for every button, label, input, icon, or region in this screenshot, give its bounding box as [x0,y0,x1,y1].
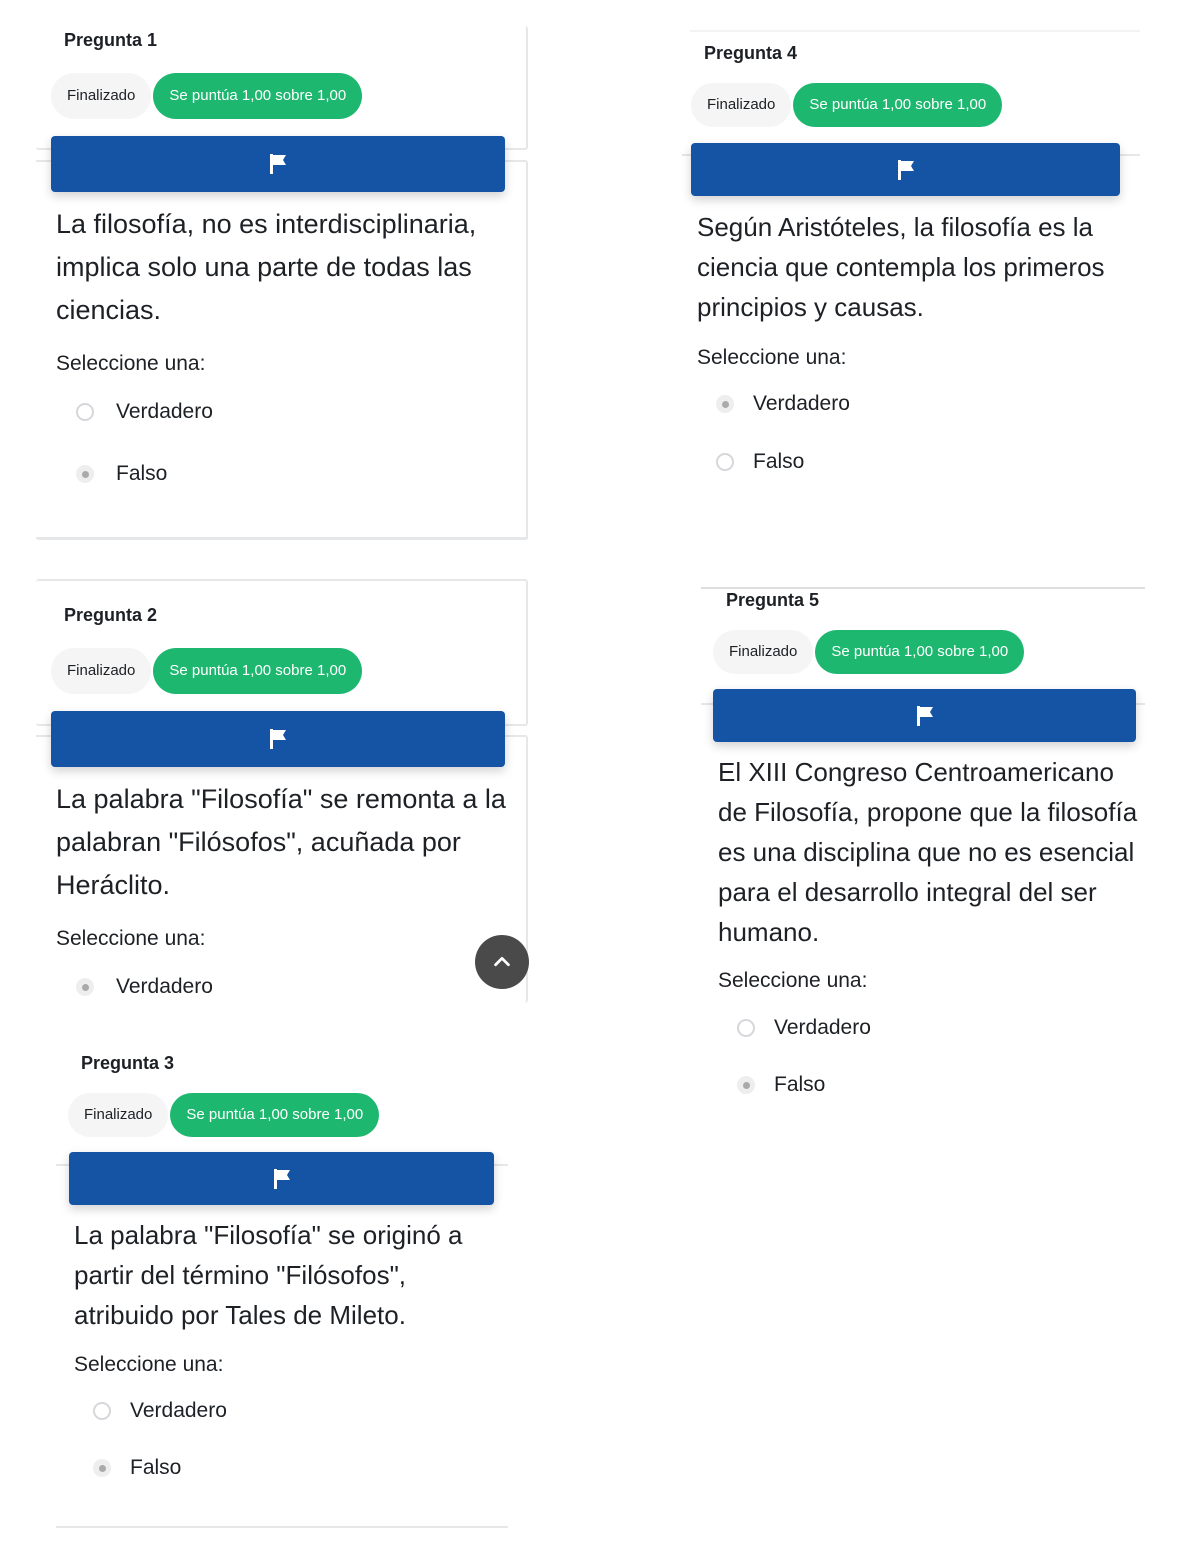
question-5-option-falso[interactable] [737,1073,825,1097]
question-2-option-verdadero[interactable] [76,975,213,999]
question-4-title: Pregunta 4 [704,43,798,63]
question-5-option-label: Verdadero [774,1016,871,1039]
question-3-bottom-divider [56,1526,508,1528]
question-1-option-label: Verdadero [116,400,213,423]
question-1-radio-verdadero[interactable] [76,403,94,421]
question-3-title: Pregunta 3 [81,1053,175,1073]
question-5-prompt: Seleccione una: [718,969,868,992]
question-1-grade-badge: Se puntúa 1,00 sobre 1,00 [153,73,362,119]
question-4-radio-verdadero[interactable] [716,395,734,413]
question-3-option-falso[interactable] [93,1456,181,1480]
question-3-option-label: Verdadero [130,1399,227,1422]
question-2-badges [51,648,362,694]
question-5-state-badge: Finalizado [713,630,813,674]
question-4-option-falso[interactable] [716,450,804,474]
question-5-badges [713,630,1024,674]
question-1-prompt: Seleccione una: [56,352,206,375]
question-4-text: Según Aristóteles, la filosofía es la ciencia que contempla los primeros principios y causas. [697,212,1105,322]
question-4-option-label: Verdadero [753,392,850,415]
question-2-prompt: Seleccione una: [56,927,206,950]
question-3-badges [68,1093,379,1137]
question-5-grade-badge: Se puntúa 1,00 sobre 1,00 [815,630,1024,674]
question-3-text: La palabra "Filosofía" se originó a partir del término "Filósofos", atribuido por Tales de Mileto. [74,1220,463,1330]
question-4-top-divider [690,30,1140,32]
question-2-title: Pregunta 2 [64,605,158,625]
question-4-option-verdadero[interactable] [716,392,850,416]
question-1-badges [51,73,362,119]
question-1-option-falso[interactable] [76,462,167,486]
question-2-option-label: Verdadero [116,975,213,998]
question-2-grade-badge: Se puntúa 1,00 sobre 1,00 [153,648,362,694]
question-5-option-label: Falso [774,1073,826,1096]
question-1-option-verdadero[interactable] [76,400,213,424]
question-3-prompt: Seleccione una: [74,1353,224,1376]
question-5-option-verdadero[interactable] [737,1016,871,1040]
flag-icon [913,704,937,728]
question-2-radio-verdadero[interactable] [76,978,94,996]
question-3-option-label: Falso [130,1456,182,1479]
question-4-badges [691,83,1002,127]
question-1-radio-falso[interactable] [76,465,94,483]
question-4-radio-falso[interactable] [716,453,734,471]
question-5-radio-falso[interactable] [737,1076,755,1094]
question-3-option-verdadero[interactable] [93,1399,227,1423]
question-1-text: La filosofía, no es interdisciplinaria, implica solo una parte de todas las ciencias. [56,209,477,325]
question-3-state-badge: Finalizado [68,1093,168,1137]
question-3-grade-badge: Se puntúa 1,00 sobre 1,00 [170,1093,379,1137]
flag-icon [270,1167,294,1191]
scroll-to-top-button[interactable] [475,935,529,989]
question-5-radio-verdadero[interactable] [737,1019,755,1037]
chevron-up-icon [491,951,513,973]
question-1-state-badge: Finalizado [51,73,151,119]
question-3-radio-falso[interactable] [93,1459,111,1477]
question-1-bottom-divider [36,537,528,539]
question-1-option-label: Falso [116,462,168,485]
question-5-top-divider [701,587,1145,589]
flag-icon [266,152,290,176]
question-2-text: La palabra "Filosofía" se remonta a la palabran "Filósofos", acuñada por Heráclito. [56,784,506,900]
question-3-flag-button[interactable] [69,1152,494,1205]
question-1-title: Pregunta 1 [64,30,158,50]
question-5-title: Pregunta 5 [726,590,820,610]
question-4-state-badge: Finalizado [691,83,791,127]
question-4-option-label: Falso [753,450,805,473]
question-4-prompt: Seleccione una: [697,346,847,369]
flag-icon [266,727,290,751]
question-3-radio-verdadero[interactable] [93,1402,111,1420]
question-2-flag-button[interactable] [51,711,505,767]
question-1-flag-button[interactable] [51,136,505,192]
question-4-flag-button[interactable] [691,143,1120,196]
flag-icon [894,158,918,182]
question-5-flag-button[interactable] [713,689,1136,742]
question-4-grade-badge: Se puntúa 1,00 sobre 1,00 [793,83,1002,127]
question-5-text: El XIII Congreso Centroamericano de Filosofía, propone que la filosofía es una disciplina que no es esencial para el desarrollo integral del ser humano. [718,757,1138,947]
question-2-state-badge: Finalizado [51,648,151,694]
